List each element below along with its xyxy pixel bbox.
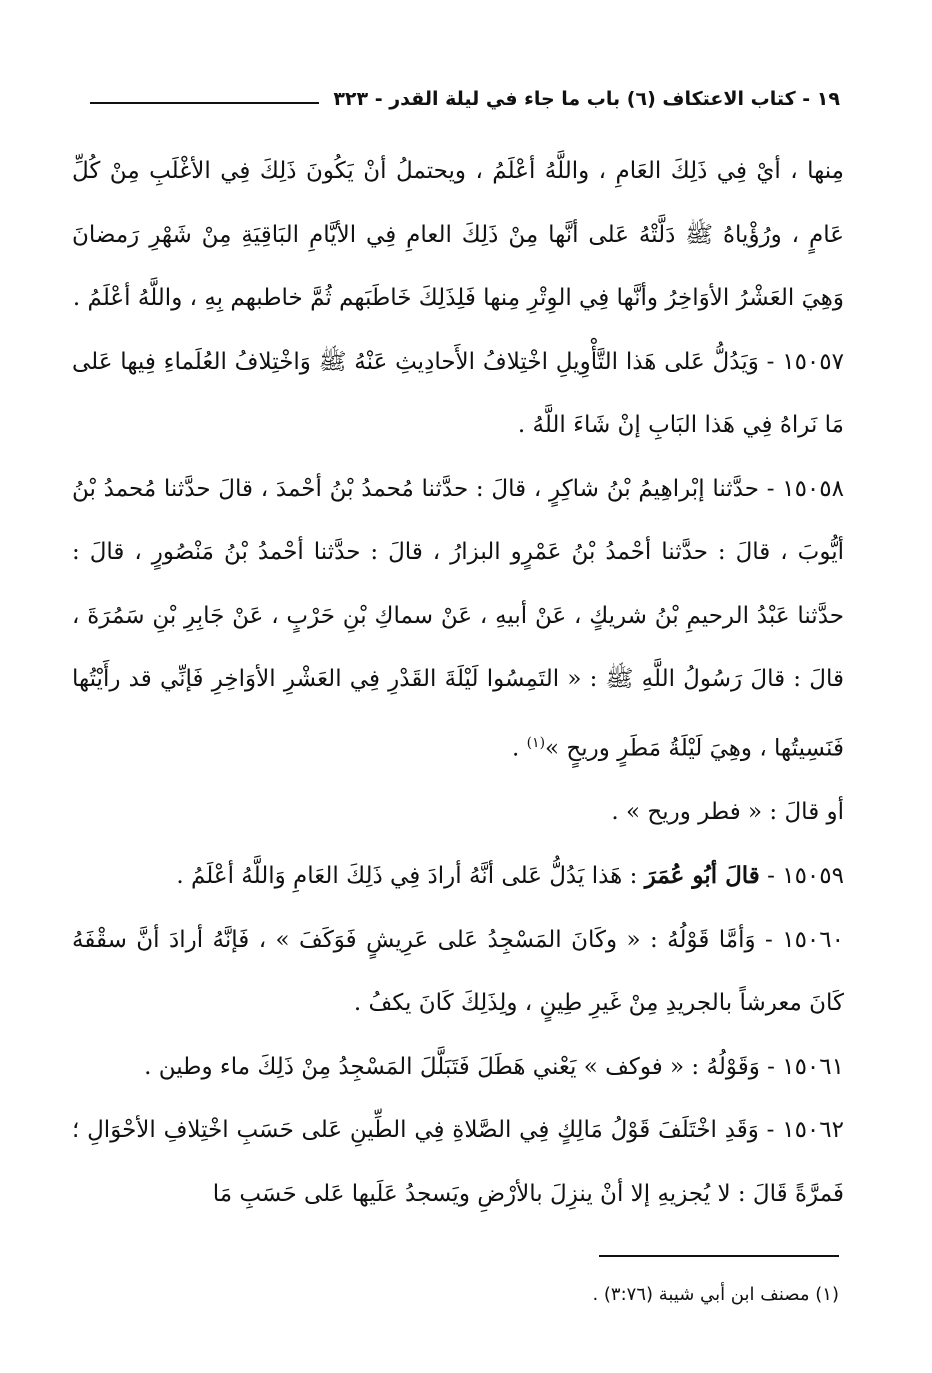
paragraph-15059 <box>72 844 844 909</box>
header-rule <box>90 102 319 104</box>
footnote <box>239 1280 839 1310</box>
main-text <box>72 140 844 1226</box>
running-header <box>90 84 840 114</box>
paragraph-text: ١٥٠٦٠ - وَأمَّا قَوْلُهُ : « وكَانَ المَسْجِدُ عَلى عَرِيشٍ فَوَكَفَ » ، فَإنَّهُ أرادَ أنَّ سقْفَهُ كَانَ معرشاً بالجريدِ مِنْ غَيرِ طِينٍ ، ولِذَلِكَ كَانَ يكفُ . <box>72 926 844 1017</box>
paragraph-number: ١٥٠٥٩ - <box>759 863 844 890</box>
paragraph-text: ١٥٠٥٨ - حدَّثنا إبْراهِيمُ بْنُ شاكِرٍ ، قالَ : حدَّثنا مُحمدُ بْنُ أحْمدَ ، قالَ حدَّثنا مُحمدُ بْنُ أيُّوبَ ، قالَ : حدَّثنا أحْمدُ بْنُ عَمْرٍو البزارُ ، قالَ : حدَّثنا أحْمدُ بْنُ مَنْصُورٍ ، قالَ : حدَّثنا عَبْدُ الرحيمِ بْنُ شريكٍ ، عَنْ أبيهِ ، عَنْ سماكِ بْنِ حَرْبٍ ، عَنْ جَابِرِ بْنِ سَمُرَةَ ، قالَ : قالَ رَسُولُ اللَّهِ ﷺ : « التَمِسُوا لَيْلَةَ القَدْرِ فِي العَشْرِ الأوَاخِرِ فَإنِّي قد رأَيْتُها فَنَسِيتُها ، وهِيَ لَيْلَةُ مَطَرٍ وريحٍ » <box>72 475 844 762</box>
paragraph-15061 <box>72 1036 844 1100</box>
speaker-name: قالَ أبُو عُمَرَ <box>644 862 760 890</box>
paragraph-text: أو قالَ : « فطر وريح » . <box>611 798 844 825</box>
paragraph-continuation <box>72 140 844 331</box>
paragraph-variant <box>72 781 844 845</box>
paragraph-text: : هَذا يَدُلُّ عَلى أنَّهُ أرادَ فِي ذَلِكَ العَامِ وَاللَّهُ أعْلَمُ . <box>176 863 645 890</box>
paragraph-text: مِنها ، أيْ فِي ذَلِكَ العَامِ ، واللَّهُ أعْلَمُ ، ويحتملُ أنْ يَكُونَ ذَلِكَ فِي الأغْلَبِ مِنْ كُلِّ عَامٍ ، ورُؤْياهُ ﷺ دَلَّتْهُ عَلى أنَّها مِنْ ذَلِكَ العامِ فِي الأيَّامِ البَاقِيَةِ مِنْ شَهْرِ رَمضانَ وَهِيَ العَشْرُ الأوَاخِرُ وأنَّها فِي الوِتْرِ مِنها فَلِذَلِكَ خَاطَبَهم ثُمَّ خاطبهم بِهِ ، واللَّهُ أعْلَمُ . <box>72 158 844 311</box>
paragraph-15060 <box>72 909 844 1036</box>
paragraph-text: ١٥٠٦١ - وَقَوْلُهُ : « فوكف » يَعْني هَطَلَ فَتَبَلَّلَ المَسْجِدُ مِنْ ذَلِكَ ماء وطين . <box>144 1053 844 1080</box>
footnote-reference: (١) <box>526 734 546 751</box>
header-title: ١٩ - كتاب الاعتكاف (٦) باب ما جاء في ليلة القدر - ٣٢٣ <box>333 88 840 110</box>
footnote-text: (١) مصنف ابن أبي شيبة (٣:٧٦) . <box>592 1284 839 1305</box>
paragraph-text: ١٥٠٥٧ - وَيَدُلُّ عَلى هَذا التَّأْوِيلِ اخْتِلافُ الأَحادِيثِ عَنْهُ ﷺ وَاخْتِلافُ العُلَماءِ فِيها عَلى مَا نَراهُ فِي هَذا البَابِ إنْ شَاءَ اللَّهُ . <box>72 348 844 438</box>
paragraph-tail: . <box>511 735 527 762</box>
paragraph-text: ١٥٠٦٢ - وَقَدِ اخْتَلَفَ قَوْلُ مَالِكٍ فِي الصَّلاةِ فِي الطِّينِ عَلى حَسَبِ اخْتِلافِ الأحْوَالِ ؛ فَمرَّةً قَالَ : لا يُجزيهِ إلا أنْ ينزِلَ بالأرْضِ ويَسجدُ عَلَيها عَلى حَسَبِ مَا <box>72 1117 844 1207</box>
footnote-divider <box>599 1255 839 1257</box>
paragraph-15057 <box>72 331 844 458</box>
paragraph-15058 <box>72 458 844 781</box>
paragraph-15062 <box>72 1099 844 1226</box>
